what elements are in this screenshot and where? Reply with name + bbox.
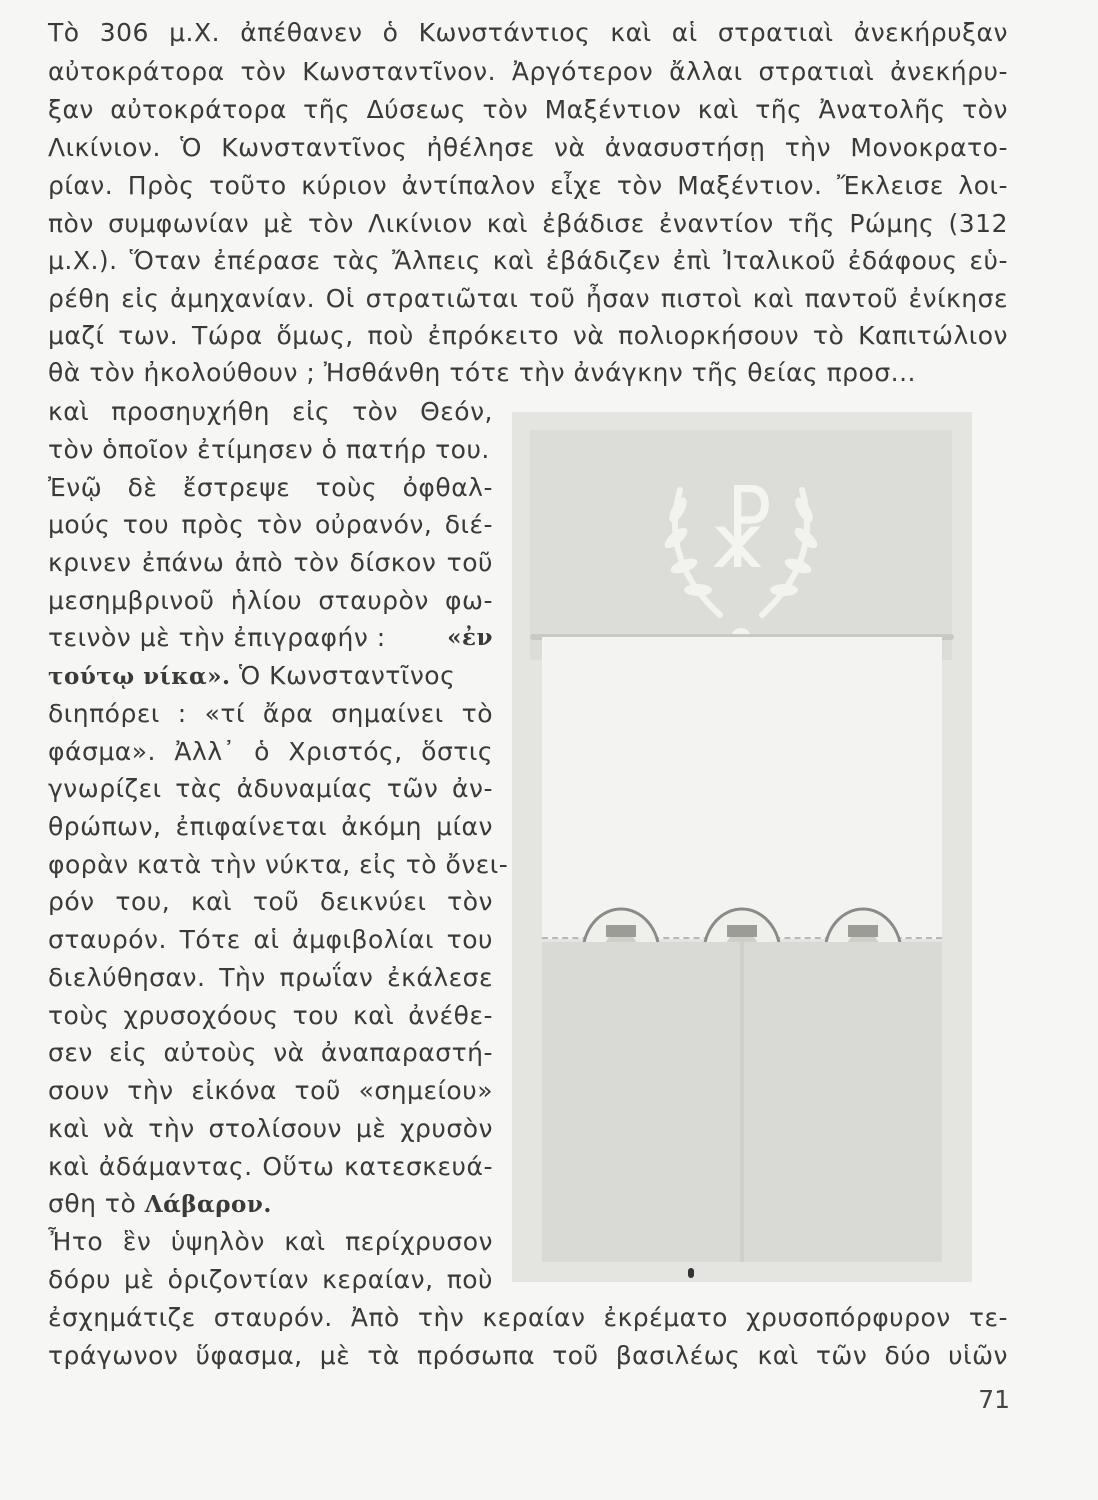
column-line-10: φάσμα». Ἀλλ᾽ ὁ Χριστός, ὅστις xyxy=(48,737,493,766)
column-line-17: τοὺς χρυσοχόους του καὶ ἀνέθε- xyxy=(48,1001,493,1030)
body-line-2: αὐτοκράτορα τὸν Κωνσταντῖνον. Ἀργότερον ἄλλαι στρατιαὶ ἀνεκήρυ- xyxy=(48,57,1008,86)
body-line-5: ρίαν. Πρὸς τοῦτο κύριον ἀντίπαλον εἶχε τὸν Μαξέντιον. Ἔκλεισε λοι- xyxy=(48,171,1008,200)
column-line-4: μούς του πρὸς τὸν οὐρανόν, διέ- xyxy=(48,510,493,539)
body-line-10: θὰ τὸν ἠκολούθουν ; Ἠσθάνθη τότε τὴν ἀνάγκην τῆς θείας προσ... xyxy=(48,358,916,387)
body-line-3: ξαν αὐτοκράτορα τῆς Δύσεως τὸν Μαξέντιον καὶ τῆς Ἀνατολῆς τὸν xyxy=(48,95,1008,124)
column-line-11: γνωρίζει τὰς ἀδυναμίας τῶν ἀν- xyxy=(48,774,493,803)
column-line-6: μεσημβρινοῦ ἡλίου σταυρὸν φω- xyxy=(48,586,493,615)
column-line-15: σταυρόν. Τότε αἱ ἀμφιβολίαι του xyxy=(48,925,493,954)
body-line-7: μ.Χ.). Ὅταν ἐπέρασε τὰς Ἄλπεις καὶ ἐβάδιζεν ἐπὶ Ἰταλικοῦ ἐδάφους εὑ- xyxy=(48,246,1008,275)
column-line-1: καὶ προσηυχήθη εἰς τὸν Θεόν, xyxy=(48,397,493,426)
column-line-5: κρινεν ἐπάνω ἀπὸ τὸν δίσκον τοῦ xyxy=(48,548,493,577)
body-line-6: πὸν συμφωνίαν μὲ τὸν Λικίνιον καὶ ἐβάδισε ἐναντίον τῆς Ρώμης (312 xyxy=(48,209,1008,238)
body-line-tail-2: τράγωνον ὕφασμα, μὲ τὰ πρόσωπα τοῦ βασιλέως καὶ τῶν δύο υἱῶν xyxy=(48,1341,1008,1370)
column-line-3: Ἐνῷ δὲ ἔστρεψε τοὺς ὀφθαλ- xyxy=(48,473,493,502)
column-line-24: δόρυ μὲ ὁριζοντίαν κεραίαν, ποὺ xyxy=(48,1265,493,1294)
column-line-22 xyxy=(48,1187,493,1222)
column-line-14: ρόν του, καὶ τοῦ δεικνύει τὸν xyxy=(48,887,493,916)
column-line-22-text: σθη τὸ xyxy=(48,1189,137,1218)
body-line-9: μαζί των. Τώρα ὅμως, ποὺ ἐπρόκειτο νὰ πολιορκήσουν τὸ Καπιτώλιον xyxy=(48,321,1008,350)
column-line-7 xyxy=(48,621,493,655)
column-line-23: Ἦτο ἓν ὑψηλὸν καὶ περίχρυσον xyxy=(48,1227,493,1256)
banner-cloth xyxy=(542,637,942,939)
column-line-9: διηπόρει : «τί ἄρα σημαίνει τὸ xyxy=(48,699,493,728)
body-line-1: Τὸ 306 μ.Χ. ἀπέθανεν ὁ Κωνστάντιος καὶ αἱ στρατιαὶ ἀνεκήρυξαν xyxy=(48,18,1008,47)
column-line-12: θρώπων, ἐπιφαίνεται ἀκόμη μίαν xyxy=(48,812,493,841)
labarum-figure xyxy=(512,412,972,1282)
inscription-open: «ἐν xyxy=(447,624,493,651)
column-line-16: διελύθησαν. Τὴν πρωΐαν ἐκάλεσε xyxy=(48,963,493,992)
chi-rho-monogram: ☧ xyxy=(705,484,777,589)
labarum-term: Λάβαρον. xyxy=(144,1191,272,1218)
ink-mark xyxy=(688,1268,694,1278)
body-line-8: ρέθη εἰς ἀμηχανίαν. Οἱ στρατιῶται τοῦ ἦσαν πιστοὶ καὶ παντοῦ ἐνίκησε xyxy=(48,284,1008,313)
column-line-19: σουν τὴν εἰκόνα τοῦ «σημείου» xyxy=(48,1076,493,1105)
column-line-20: καὶ νὰ τὴν στολίσουν μὲ χρυσὸν xyxy=(48,1114,493,1143)
page-number: 71 xyxy=(978,1385,1010,1414)
column-line-7-text: τεινὸν μὲ τὴν ἐπιγραφήν : xyxy=(48,623,386,652)
column-line-13: φορὰν κατὰ τὴν νύκτα, εἰς τὸ ὄνει- xyxy=(48,850,509,879)
column-line-8-text: Ὁ Κωνσταντῖνος xyxy=(230,661,456,690)
pole xyxy=(740,942,744,1262)
column-line-8 xyxy=(48,659,493,694)
column-line-21: καὶ ἀδάμαντας. Οὕτω κατεσκευά- xyxy=(48,1152,493,1181)
figure-upper-panel xyxy=(530,430,952,660)
body-line-tail-1: ἐσχημάτιζε σταυρόν. Ἀπὸ τὴν κεραίαν ἐκρέματο χρυσοπόρφυρον τε- xyxy=(48,1303,1008,1332)
body-line-4: Λικίνιον. Ὁ Κωνσταντῖνος ἠθέλησε νὰ ἀνασυστήσῃ τὴν Μονοκρατο- xyxy=(48,133,1008,162)
column-line-18: σεν εἰς αὐτοὺς νὰ ἀναπαραστή- xyxy=(48,1038,493,1067)
inscription-close: τούτῳ νίκα». xyxy=(48,663,231,690)
column-line-2: τὸν ὁποῖον ἐτίμησεν ὁ πατήρ του. xyxy=(48,435,490,464)
